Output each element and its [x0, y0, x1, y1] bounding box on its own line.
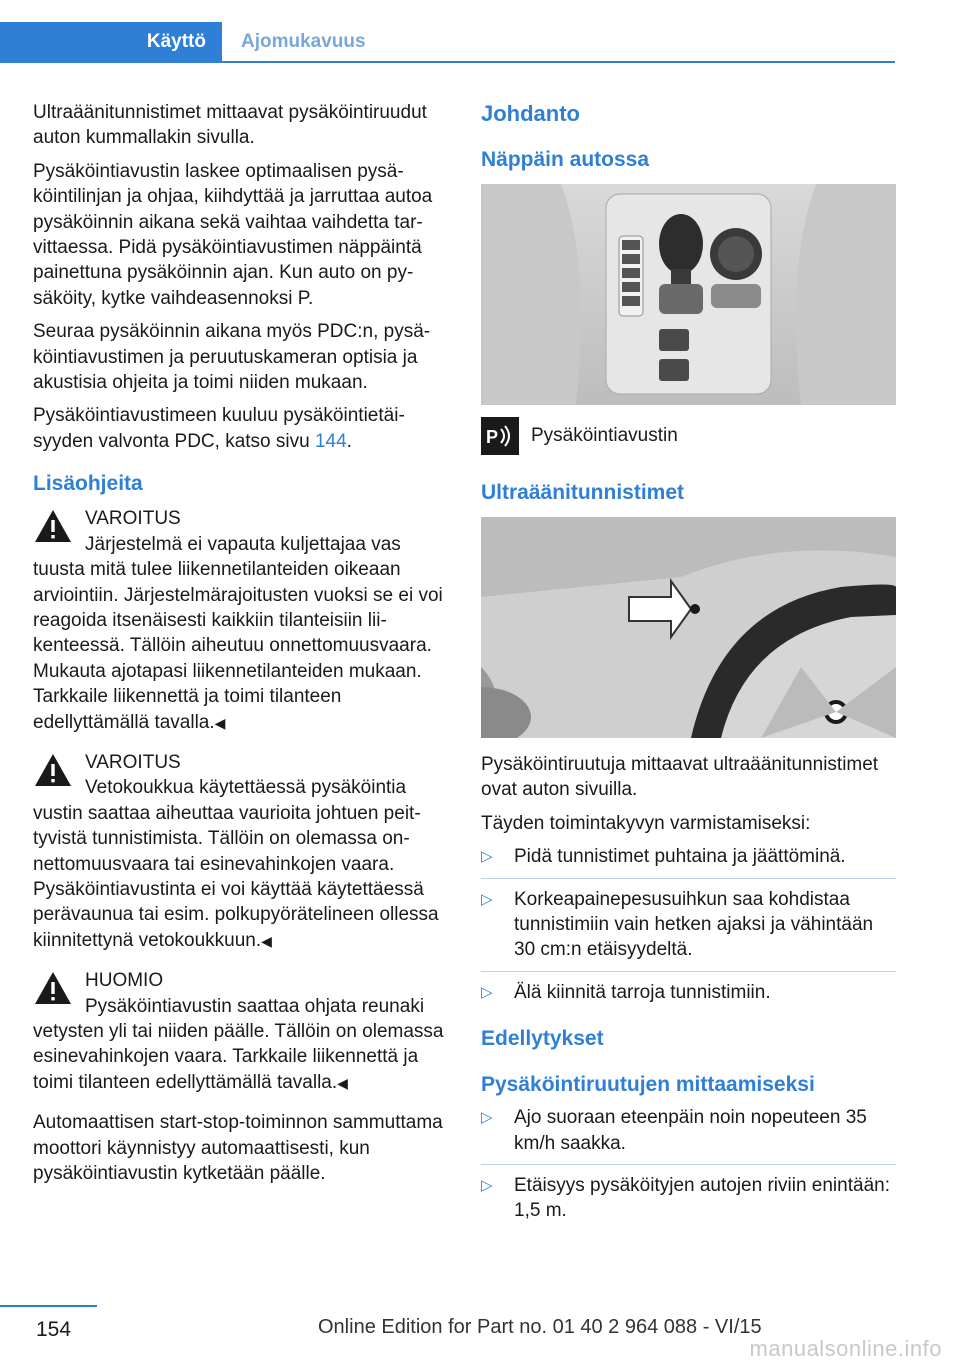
paragraph-start-stop: Automaattisen start-stop-toiminnon sammuttama moottori käynnistyy automaattisesti, kun pysäköintiavustin kytketään päälle. — [33, 1112, 443, 1185]
subsection-title-ultra: Ultraäänitunnistimet — [481, 481, 685, 504]
caution-body — [33, 1019, 448, 1096]
warning-triangle-icon — [33, 508, 73, 544]
list-item — [481, 887, 896, 963]
header-divider — [0, 61, 895, 63]
chapter-tab-kaytto[interactable]: Käyttö — [0, 22, 222, 62]
paragraph-ultrasonic-location: Pysäköintiruutuja mittaavat ultraäänitunnistimet ovat auton sivuilla. — [481, 754, 879, 801]
section-title-lisaohjeita: Lisäohjeita — [33, 472, 143, 496]
parking-assistant-label: Pysäköintiavustin — [531, 425, 678, 446]
paragraph-pdc-reference — [33, 403, 448, 454]
triangle-bullet-icon: ▷ — [481, 890, 493, 908]
page-number: 154 — [36, 1318, 72, 1341]
section-title-edellytykset: Edellytykset — [481, 1027, 604, 1051]
sensor-care-list — [481, 844, 896, 1005]
pdc-text: Pysäköintiavustimeen kuuluu pysäköintietäisyyden valvonta PDC, katso sivu — [33, 405, 405, 452]
triangle-bullet-icon: ▷ — [481, 848, 493, 866]
triangle-bullet-icon: ▷ — [481, 1177, 493, 1195]
paragraph-assistant-operation: Pysäköintiavustin laskee optimaalisen pysäköintilinjan ja ohjaa, kiihdyttää ja jarruttaa autoa pysäköinnin aikana sekä vaihtaa vaihdetta tarvittaessa. Pidä pysäköintiavustimen näppäintä painettuna pysäköinnin ajan. Kun auto on pysäköity, kytke vaihdeasennoksi P. — [33, 160, 433, 309]
paragraph-follow-instructions: Seuraa pysäköinnin aikana myös PDC:n, pysäköintiavustimen ja peruutuskameran optisia ja akustisia ohjeita ja toimi niiden mukaan. — [33, 321, 431, 394]
caution-block — [33, 968, 448, 1096]
warning-first-line: Vetokoukkua käytettäessä pysäköintia — [85, 777, 407, 799]
pdc-end: . — [346, 430, 352, 452]
right-column — [481, 100, 896, 1238]
center-console-photo — [481, 184, 896, 405]
caution-title: HUOMIO — [85, 970, 164, 992]
parking-assistant-button-row — [481, 417, 896, 455]
list-item-text: Korkeapainepesusuihkun saa kohdistaa tunnistimiin vain hetken ajaksi ja vähintään 30 cm:n etäisyydeltä. — [514, 888, 874, 961]
warning-block-1 — [33, 506, 448, 736]
page-link-144[interactable]: 144 — [314, 430, 347, 452]
warning-body — [33, 801, 448, 954]
list-item-text: Ajo suoraan eteenpäin noin nopeuteen 35 km/h saakka. — [514, 1107, 867, 1154]
list-item-text: Pidä tunnistimet puhtaina ja jäättöminä. — [514, 846, 846, 868]
caution-first-line: Pysäköintiavustin saattaa ohjata reunaki — [85, 995, 425, 1017]
warning-triangle-icon — [33, 970, 73, 1006]
list-item — [481, 844, 896, 869]
triangle-bullet-icon: ▷ — [481, 983, 493, 1001]
parking-assistant-button-icon — [481, 417, 519, 455]
list-item-text: Etäisyys pysäköityjen autojen riviin enintään: 1,5 m. — [514, 1175, 890, 1222]
subsection-title-pysakointiruutujen: Pysäköintiruutujen mittaamiseksi — [481, 1073, 815, 1097]
paragraph-ultrasonic-intro: Ultraäänitunnistimet mittaavat pysäköintiruudut auton kummallakin sivulla. — [33, 102, 427, 149]
list-item — [481, 1173, 896, 1224]
paragraph-full-function: Täyden toimintakyvyn varmistamiseksi: — [481, 812, 811, 834]
warning-body — [33, 557, 448, 736]
list-item-text: Älä kiinnitä tarroja tunnistimiin. — [514, 981, 771, 1003]
list-item — [481, 1105, 896, 1156]
warning-text: tuusta mitä tulee liikennetilanteiden oikeaan arviointiin. Järjestelmärajoitusten vuoksi se ei voi reagoida itsenäisesti kaikkiin tilanteisiin liikenteessä. Tällöin aiheutuu onnettomuusvaara. Mukauta ajotapasi liikennetilanteiden mukaan. Tarkkaile liikennettä ja toimi tilanteen edellyttämällä tavalla. — [33, 559, 443, 733]
side-sensor-photo — [481, 517, 896, 738]
warning-first-line: Järjestelmä ei vapauta kuljettajaa vas — [85, 533, 401, 555]
chapter-tab-ajomukavuus[interactable]: Ajomukavuus — [241, 31, 366, 52]
end-mark-icon: ◀ — [214, 714, 226, 731]
page-number-divider — [0, 1305, 97, 1307]
warning-block-2 — [33, 750, 448, 954]
subsection-title-nappain: Näppäin autossa — [481, 148, 650, 171]
warning-text: vustin saattaa aiheuttaa vaurioita johtuen peittyvistä tunnistimista. Tällöin on olemassa onnettomuusvaara tai esinevahinkojen vaara. Pysäköintiavustinta ei voi käyttää käytettäessä perävaunua tai esim. polkupyörätelineen ollessa kiinnitettynä vetokoukkuun. — [33, 802, 439, 951]
warning-title: VAROITUS — [85, 751, 181, 773]
warning-title: VAROITUS — [85, 508, 181, 530]
requirements-list — [481, 1105, 896, 1224]
edition-footer: Online Edition for Part no. 01 40 2 964 088 - VI/15 — [318, 1316, 762, 1338]
watermark: manualsonline.info — [749, 1336, 942, 1361]
list-divider — [481, 971, 896, 972]
list-item — [481, 980, 896, 1005]
end-mark-icon: ◀ — [337, 1074, 348, 1091]
caution-text: vetysten yli tai niiden päälle. Tällöin on olemassa esinevahinkojen vaara. Tarkkaile liikennettä ja toimi tilanteen edellyttämällä tavalla. — [33, 1021, 444, 1093]
triangle-bullet-icon: ▷ — [481, 1109, 493, 1127]
svg-text:P: P — [486, 427, 499, 447]
warning-triangle-icon — [33, 752, 73, 788]
left-column — [33, 100, 448, 1194]
end-mark-icon: ◀ — [261, 932, 272, 949]
list-divider — [481, 1164, 896, 1165]
page-header — [0, 0, 895, 64]
section-title-johdanto: Johdanto — [481, 101, 580, 126]
list-divider — [481, 878, 896, 879]
